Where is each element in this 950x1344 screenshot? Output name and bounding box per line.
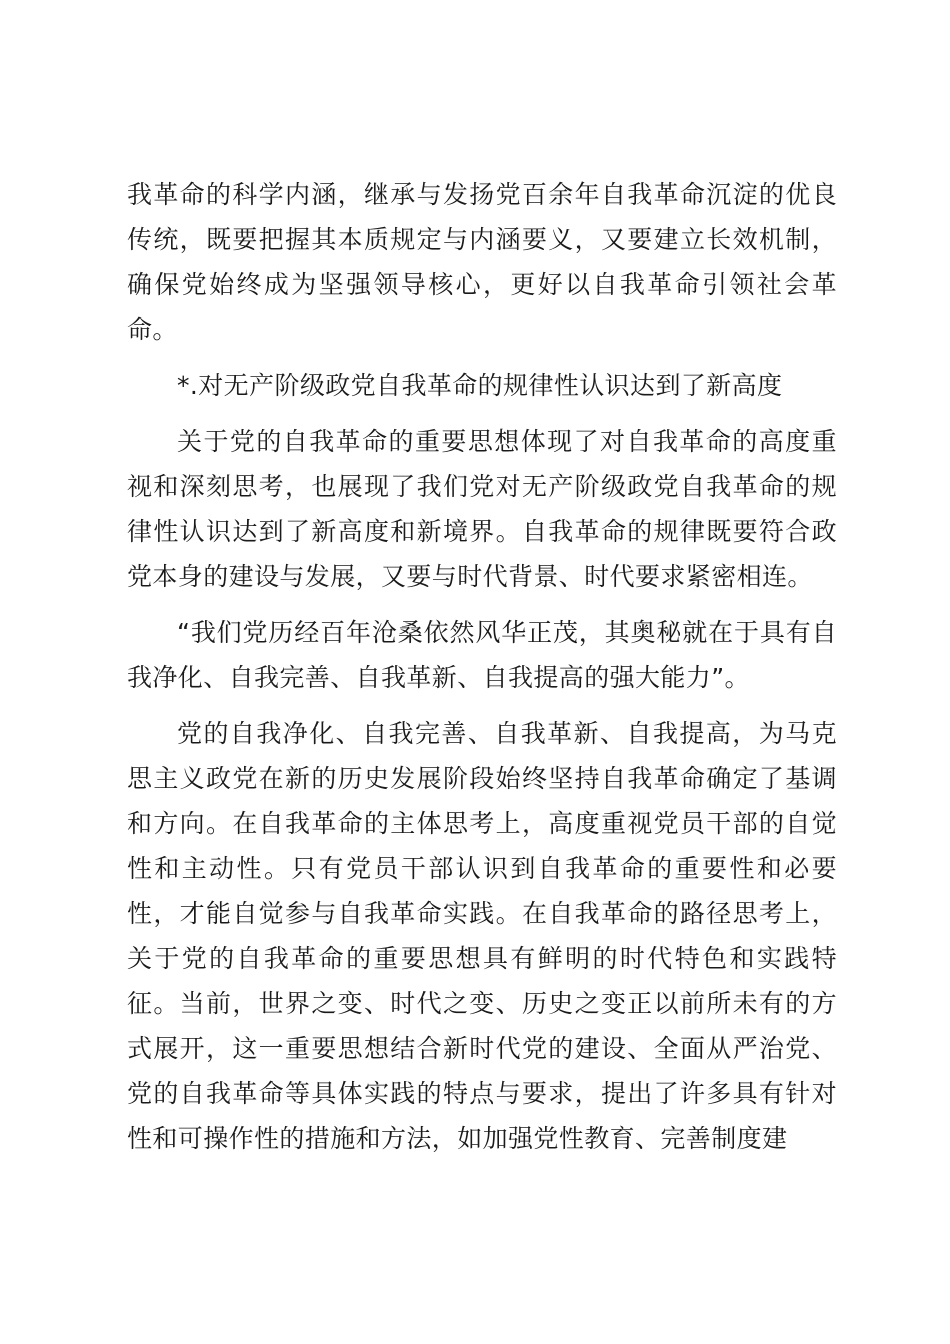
section-heading: *.对无产阶级政党自我革命的规律性认识达到了新高度 xyxy=(177,371,783,400)
paragraph-continuation: 我革命的科学内涵，继承与发扬党百余年自我革命沉淀的优良传统，既要把握其本质规定与内涵要义，又要建立长效机制，确保党始终成为坚强领导核心，更好以自我革命引领社会革命。 xyxy=(127,180,837,344)
paragraph: 党的自我净化、自我完善、自我革新、自我提高，为马克思主义政党在新的历史发展阶段始终坚持自我革命确定了基调和方向。在自我革命的主体思考上，高度重视党员干部的自觉性和主动性。只有党员干部认识到自我革命的重要性和必要性，才能自觉参与自我革命实践。在自我革命的路径思考上，关于党的自我革命的重要思想具有鲜明的时代特色和实践特征。当前，世界之变、时代之变、历史之变正以前所未有的方式展开，这一重要思想结合新时代党的建设、全面从严治党、党的自我革命等具体实践的特点与要求，提出了许多具有针对性和可操作性的措施和方法，如加强党性教育、完善制度建 xyxy=(127,719,837,1153)
paragraph: 关于党的自我革命的重要思想体现了对自我革命的高度重视和深刻思考，也展现了我们党对无产阶级政党自我革命的规律性认识达到了新高度和新境界。自我革命的规律既要符合政党本身的建设与发展，又要与时代背景、时代要求紧密相连。 xyxy=(127,427,837,591)
quote-paragraph: “我们党历经百年沧桑依然风华正茂，其奥秘就在于具有自我净化、自我完善、自我革新、自我提高的强大能力”。 xyxy=(127,618,837,692)
document-body xyxy=(127,172,837,1172)
